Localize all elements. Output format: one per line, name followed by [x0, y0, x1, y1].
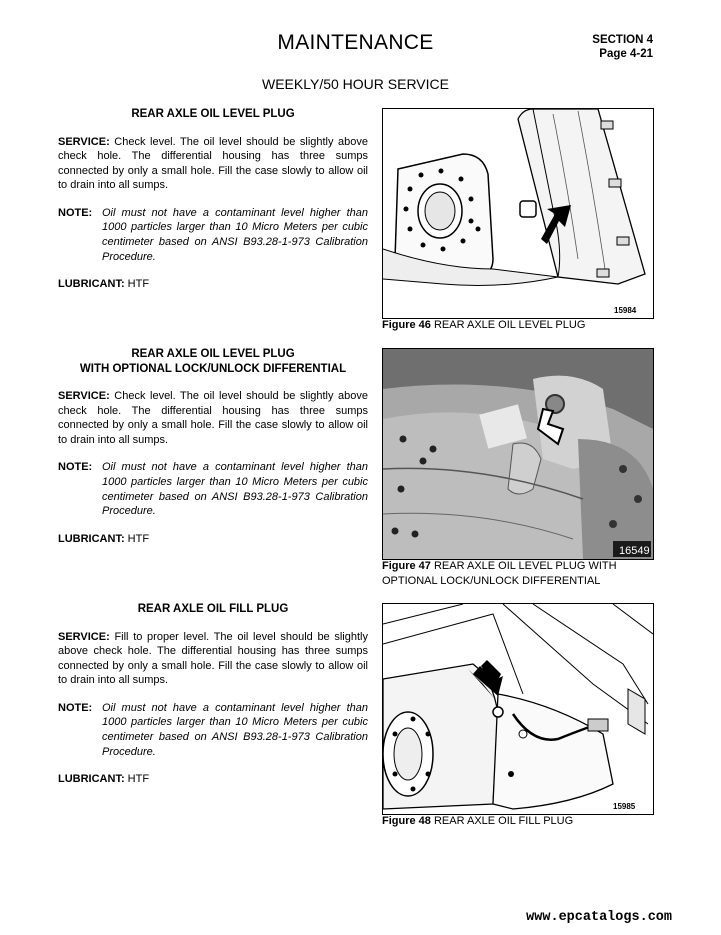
note-block: [58, 701, 368, 759]
lubricant-value: HTF: [127, 532, 150, 545]
footer-watermark: www.epcatalogs.com: [526, 910, 672, 925]
figure-caption-text: REAR AXLE OIL LEVEL PLUG: [433, 319, 586, 331]
note-text: Oil must not have a contaminant level higher than 1000 particles larger than 10 Micro Meters per cubic centimeter based on ANSI B93.28-1-973 Calibration Procedure.: [102, 461, 368, 518]
figure-caption-line2: OPTIONAL LOCK/UNLOCK DIFFERENTIAL: [382, 574, 601, 587]
section-heading-line1: REAR AXLE OIL LEVEL PLUG: [131, 348, 295, 360]
note-text: Oil must not have a contaminant level higher than 1000 particles larger than 10 Micro Meters per cubic centimeter based on ANSI B93.28-1-973 Calibration Procedure.: [102, 701, 368, 758]
figure-number: Figure 46: [382, 319, 431, 331]
figure-caption-text: REAR AXLE OIL FILL PLUG: [433, 815, 574, 827]
lubricant-line: [58, 772, 368, 787]
figure-46-caption: [382, 318, 654, 333]
service-label: SERVICE:: [58, 390, 110, 402]
section-heading-line2: WITH OPTIONAL LOCK/UNLOCK DIFFERENTIAL: [79, 362, 347, 375]
lubricant-line: [58, 277, 368, 292]
figure-id-label: 16549: [619, 545, 650, 557]
service-paragraph: [58, 630, 368, 688]
section-heading: REAR AXLE OIL FILL PLUG: [137, 603, 289, 615]
service-text: Check level. The oil level should be slightly above check hole. The differential housing has three sumps connected by only a small hole. Fill the case slowly to allow oil to drain into all sumps.: [58, 135, 368, 192]
figure-id-label: 15984: [614, 306, 637, 315]
note-label: NOTE:: [58, 461, 93, 474]
section-info: [592, 33, 653, 61]
figure-id-label: 15985: [613, 802, 636, 811]
service-paragraph: [58, 135, 368, 193]
note-label: NOTE:: [58, 206, 93, 219]
lubricant-line: [58, 532, 368, 547]
lubricant-label: LUBRICANT:: [58, 278, 125, 291]
lubricant-label: LUBRICANT:: [58, 532, 125, 545]
service-text: Check level. The oil level should be slightly above check hole. The differential housing has three sumps connected by only a small hole. Fill the case slowly to allow oil to drain into all sumps.: [58, 390, 368, 446]
note-text: Oil must not have a contaminant level higher than 1000 particles larger than 10 Micro Meters per cubic centimeter based on ANSI B93.28-1-973 Calibration Procedure.: [102, 206, 368, 263]
figure-48-caption: [382, 814, 654, 829]
note-label: NOTE:: [58, 701, 93, 714]
figure-47-photo: [382, 348, 654, 560]
service-label: SERVICE:: [58, 135, 110, 148]
lubricant-value: HTF: [127, 773, 150, 786]
figure-47-caption: [382, 559, 654, 588]
lubricant-label: LUBRICANT:: [58, 773, 125, 786]
figure-46-image: [382, 108, 654, 319]
service-paragraph: [58, 389, 368, 447]
section-oil-level-plug: [58, 107, 368, 292]
figure-caption-line1: REAR AXLE OIL LEVEL PLUG WITH: [433, 560, 617, 572]
page-subtitle: WEEKLY/50 HOUR SERVICE: [262, 76, 449, 92]
service-label: SERVICE:: [58, 630, 110, 643]
page-title: MAINTENANCE: [277, 31, 434, 54]
lubricant-value: HTF: [127, 278, 150, 291]
note-block: [58, 206, 368, 264]
page-number: Page 4-21: [599, 48, 653, 60]
figure-number: Figure 48: [382, 815, 431, 827]
section-oil-level-plug-lock: [58, 347, 368, 546]
figure-number: Figure 47: [382, 560, 431, 572]
figure-48-image: [382, 603, 654, 815]
section-number: SECTION 4: [592, 34, 653, 46]
service-text: Fill to proper level. The oil level should be slightly above check hole. The differential housing has three sumps connected by only a small hole. Fill the case slowly to allow oil to drain into all sumps.: [58, 630, 368, 687]
section-oil-fill-plug: [58, 602, 368, 787]
note-block: [58, 460, 368, 518]
section-heading: REAR AXLE OIL LEVEL PLUG: [131, 108, 295, 120]
